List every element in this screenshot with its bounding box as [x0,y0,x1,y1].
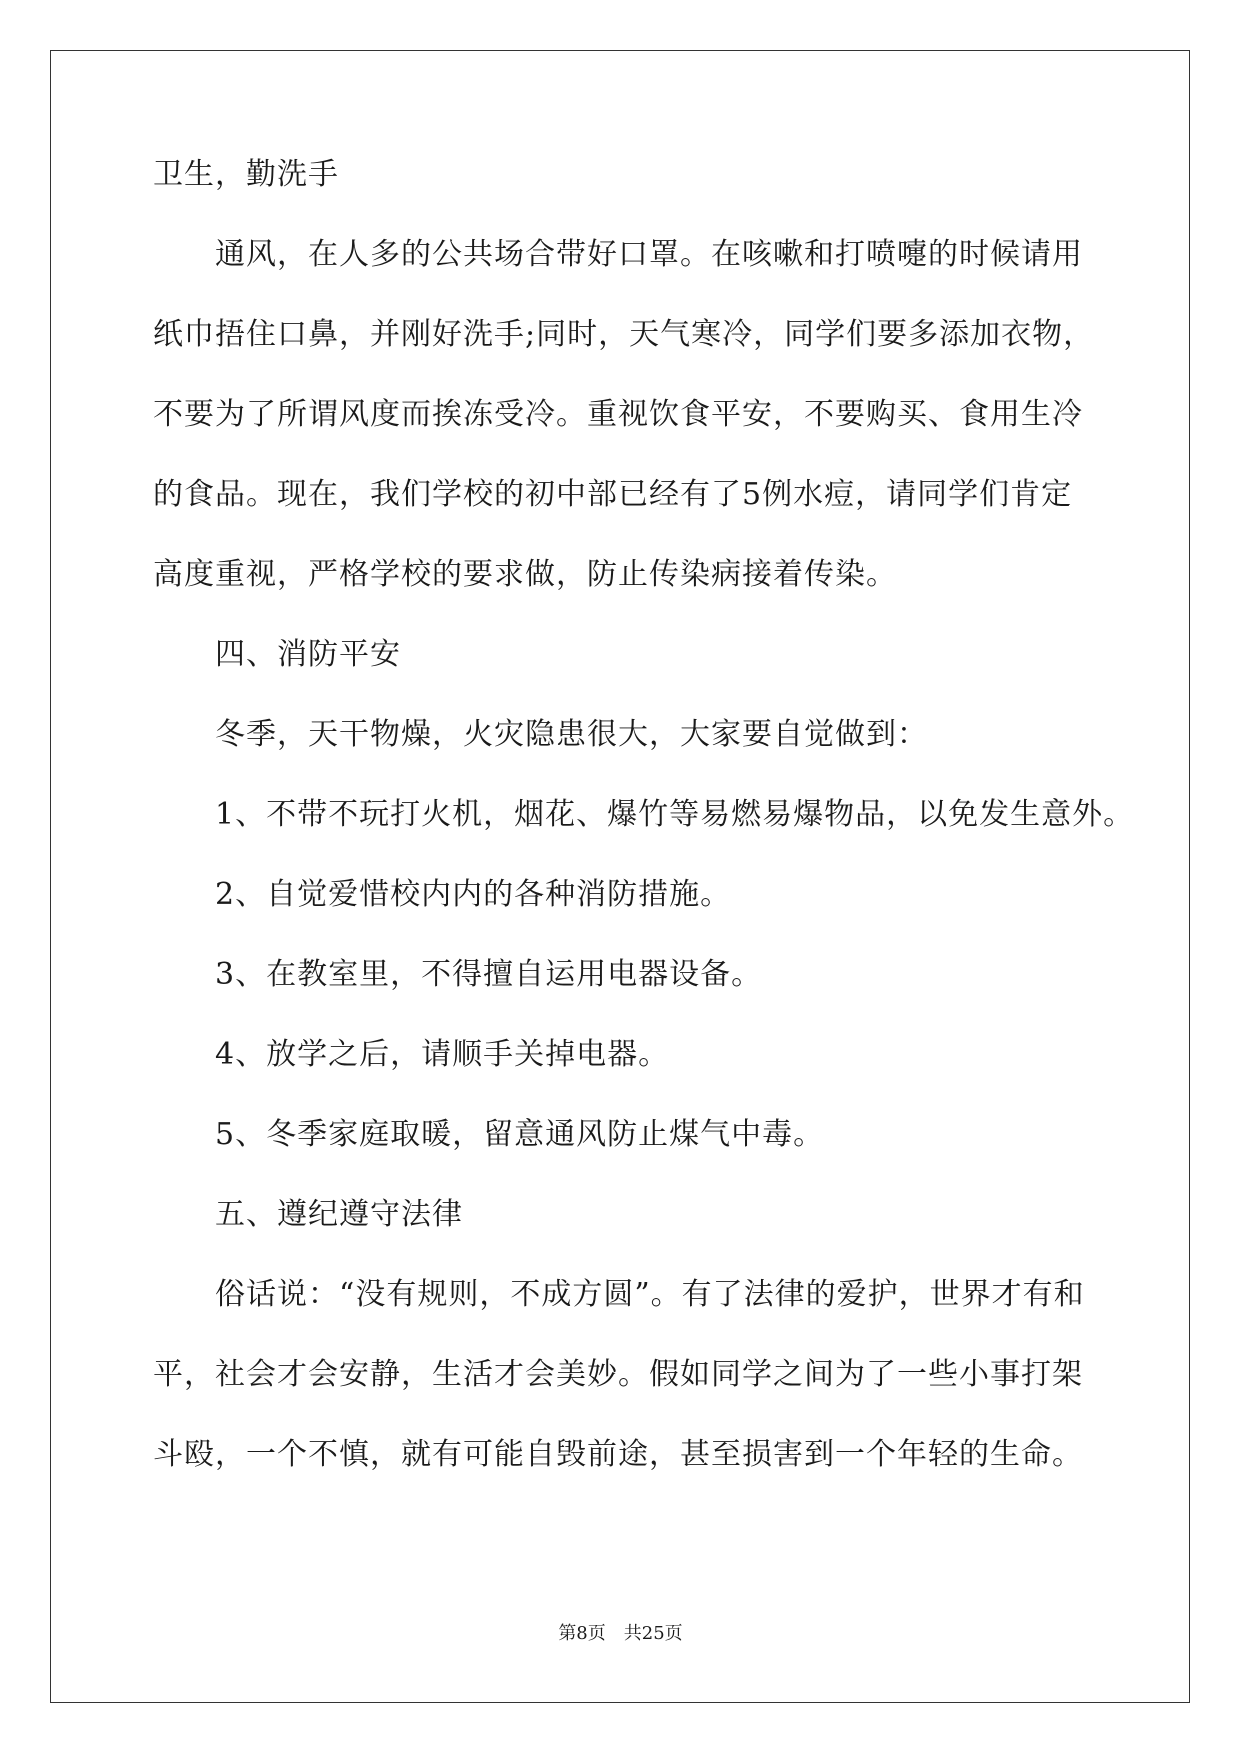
text-line-4: 不要为了所谓风度而挨冻受冷。重视饮食平安，不要购买、食用生冷 [153,397,1083,432]
list-item-4: 4、放学之后，请顺手关掉电器。 [215,1037,670,1072]
list-item-5: 5、冬季家庭取暖，留意通风防止煤气中毒。 [215,1117,825,1152]
text-line-15: 俗话说：“没有规则，不成方圆”。有了法律的爱护，世界才有和 [215,1277,1085,1312]
text-line-3: 纸巾捂住口鼻，并刚好洗手;同时，天气寒冷，同学们要多添加衣物， [153,317,1095,352]
page-number-footer: 第8页 共25页 [558,1623,683,1644]
text-line-5: 的食品。现在，我们学校的初中部已经有了5例水痘，请同学们肯定 [153,477,1073,512]
section-heading-law: 五、遵纪遵守法律 [215,1197,463,1232]
list-item-1: 1、不带不玩打火机，烟花、爆竹等易燃易爆物品，以免发生意外。 [215,797,1135,832]
document-body [153,157,1135,1520]
text-line-16: 平，社会才会安静，生活才会美妙。假如同学之间为了一些小事打架 [153,1357,1083,1392]
list-item-3: 3、在教室里，不得擅自运用电器设备。 [215,957,763,992]
text-line-6: 高度重视，严格学校的要求做，防止传染病接着传染。 [153,557,897,592]
text-line-1: 卫生，勤洗手 [153,157,339,192]
list-item-2: 2、自觉爱惜校内内的各种消防措施。 [215,877,732,912]
section-heading-fire-safety: 四、消防平安 [215,637,401,672]
text-line-8: 冬季，天干物燥，火灾隐患很大，大家要自觉做到： [215,717,928,752]
text-line-2: 通风，在人多的公共场合带好口罩。在咳嗽和打喷嚏的时候请用 [215,237,1083,272]
text-line-17: 斗殴，一个不慎，就有可能自毁前途，甚至损害到一个年轻的生命。 [153,1437,1083,1472]
